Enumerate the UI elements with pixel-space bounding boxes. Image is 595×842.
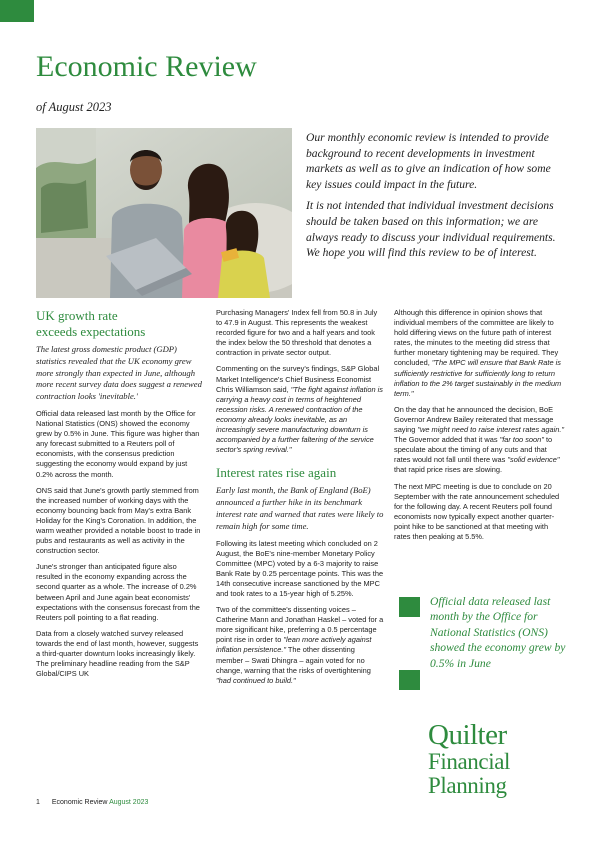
page-number: 1 (36, 799, 40, 806)
pull-quote: Official data released last month by the Office for National Statistics (ONS) showed the economy grew by 0.5% in June (430, 595, 566, 670)
intro-paragraph: It is not intended that individual investment decisions should be taken based on this information; we are always ready to discuss your individual requirements. We hope you will find this review to be of interest. (306, 199, 556, 260)
column-1 (36, 308, 204, 685)
pullquote-decoration (399, 670, 420, 690)
body-paragraph: June's stronger than anticipated figure also resulted in the economy expanding across the second quarter as a whole. The increase of 0.2% between April and June again beat economists' expectations with the consensus forecast from the Reuters poll pointing to a flat reading. (36, 562, 200, 622)
body-paragraph: On the day that he announced the decision, BoE Governor Andrew Bailey reiterated that message saying "we might need to raise interest rates again." The Governor added that it was "far too soon" to speculate about the timing of any cuts and that rates would not fall until there was "solid evidence" that rapid price rises are slowing. (394, 404, 565, 475)
footer-title: Economic Review (51, 799, 108, 806)
logo-text: Financial (428, 749, 510, 774)
body-paragraph: The next MPC meeting is due to conclude on 20 September with the rate announcement scheduled for the following day. A recent Reuters poll found economists now typically expect another quarter-point hike to be sanctioned at that meeting with rates then peaking at 5.5%. (394, 481, 560, 541)
corner-decoration (0, 0, 34, 22)
intro-paragraph: Our monthly economic review is intended to provide background to recent developments in investment markets as well as to give an indication of how some key issues could impact in the future. (306, 131, 551, 191)
family-photo (36, 128, 292, 298)
issue-date: of August 2023 (36, 100, 112, 114)
section-heading-growth: UK growth rate exceeds expectations (36, 308, 146, 339)
quilter-logo (428, 720, 568, 798)
section-heading-rates: Interest rates rise again (216, 465, 337, 481)
body-paragraph: Official data released last month by the Office for National Statistics (ONS) showed the economy grew by 0.5% in June. This figure was higher than any forecast submitted to a Reuters poll of economists, with the consensus prediction suggesting the economy would expand by just 0.2% across the month. (36, 408, 200, 479)
section-lead: Early last month, the Bank of England (BoE) announced a further hike in its benchmark interest rate and warned that rates were likely to remain high for some time. (216, 485, 384, 531)
page-footer (36, 799, 148, 806)
pullquote-decoration (399, 597, 420, 617)
body-paragraph: ONS said that June's growth partly stemmed from the increased number of working days with the economy bouncing back from May's extra Bank Holiday for the King's Coronation. In addition, the warm weather provided a notable boost to trade in pubs and restaurants as well as activity in the construction sector. (36, 485, 201, 556)
body-paragraph: Data from a closely watched survey released towards the end of last month, however, suggests a third-quarter downturn looks increasingly likely. The preliminary headline reading from the S&P Global/CIPS UK (36, 628, 199, 679)
body-paragraph: Although this difference in opinion shows that individual members of the committee are likely to hold differing views on the future path of interest rates, the minutes to the meeting did stress that further monetary tightening may be required. They concluded, "The MPC will ensure that Bank Rate is sufficiently restrictive for sufficiently long to return inflation to the 2% target sustainably in the medium term." (394, 308, 562, 398)
column-2 (216, 308, 384, 692)
family-illustration (36, 128, 292, 298)
body-paragraph: Two of the committee's dissenting voices – Catherine Mann and Jonathan Haskel – voted for a more significant hike, preferring a 0.5 percentage point rise in order to "lean more actively against inflation persistence." The other dissenting member – Swati Dhingra – again voted for no change, warning that the risks of overtightening "had continued to build." (216, 605, 384, 685)
logo-text: Planning (428, 773, 507, 798)
page-title: Economic Review (36, 50, 257, 83)
column-3 (394, 308, 564, 548)
section-lead: The latest gross domestic product (GDP) statistics revealed that the UK economy grew more strongly than expected in June, although more recent survey data does suggest a renewed contraction looks 'inevitable.' (36, 344, 202, 402)
intro-text (306, 130, 564, 267)
body-paragraph: Purchasing Managers' Index fell from 50.8 in July to 47.9 in August. This represents the weakest recorded figure for two and a half years and took the index below the 50 threshold that denotes a contraction in private sector output. (216, 308, 378, 358)
footer-date: August 2023 (109, 799, 149, 806)
body-paragraph: Commenting on the survey's findings, S&P Global Market Intelligence's Chief Business Economist Chris Williamson said, "The fight against inflation is carrying a heavy cost in terms of heightened recession risks. A renewed contraction of the economy already looks inevitable, as an increasingly severe manufacturing downturn is accompanied by a further faltering of the service sector's spring revival." (216, 364, 383, 455)
logo-text: Quilter (428, 719, 507, 751)
body-paragraph: Following its latest meeting which concluded on 2 August, the BoE's nine-member Monetary Policy Committee (MPC) voted by a 6-3 majority to raise Bank Rate by 0.25 percentage points. This was the 14th consecutive increase sanctioned by the MPC and took rates to a 15-year high of 5.25%. (216, 538, 384, 598)
